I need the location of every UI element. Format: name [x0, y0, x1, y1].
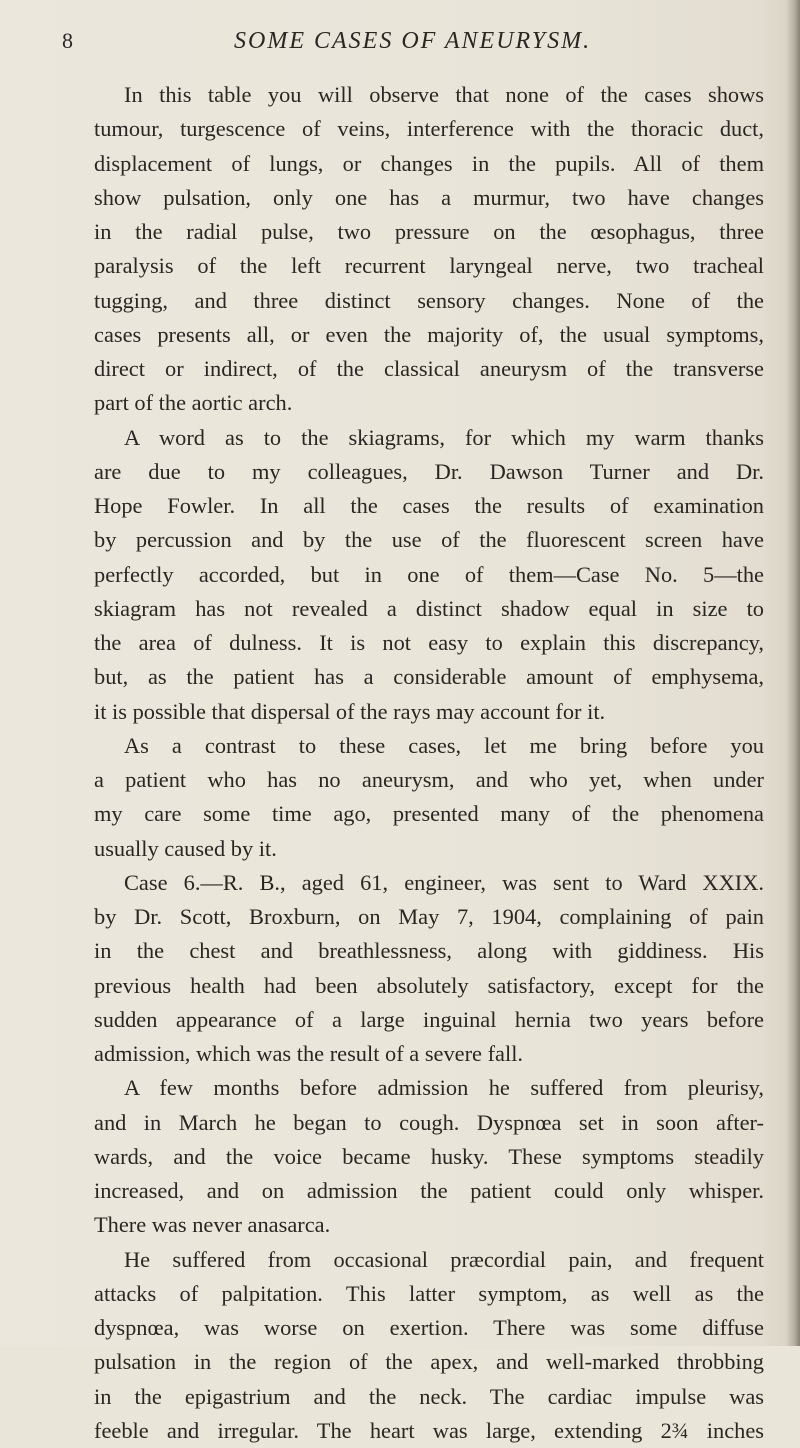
- text-line: As a contrast to these cases, let me bring before you: [124, 732, 764, 758]
- text-line: wards, and the voice became husky. These symptoms steadily: [94, 1143, 764, 1169]
- page-edge-shadow: [786, 0, 800, 1346]
- text-line: skiagram has not revealed a distinct shadow equal in size to: [94, 595, 764, 621]
- text-line: the area of dulness. It is not easy to explain this discrepancy,: [94, 630, 764, 655]
- text-line: attacks of palpitation. This latter symptom, as well as the: [94, 1280, 764, 1306]
- text-line: in the radial pulse, two pressure on the œsophagus, three: [94, 219, 764, 244]
- text-line: pulsation in the region of the apex, and well-marked throbbing: [94, 1349, 764, 1375]
- text-line: There was never anasarca.: [94, 1212, 331, 1238]
- body-text: [94, 78, 764, 1448]
- text-line: paralysis of the left recurrent laryngeal nerve, two tracheal: [94, 253, 764, 279]
- text-line: dyspnœa, was worse on exertion. There was some diffuse: [94, 1315, 764, 1340]
- text-line: cases presents all, or even the majority of, the usual symptoms,: [94, 321, 764, 347]
- running-head: [62, 28, 762, 62]
- text-line: my care some time ago, presented many of the phenomena: [94, 801, 764, 827]
- text-line: displacement of lungs, or changes in the pupils. All of them: [94, 150, 764, 176]
- text-line: tugging, and three distinct sensory changes. None of the: [94, 287, 764, 313]
- text-line: by percussion and by the use of the fluorescent screen have: [94, 527, 764, 553]
- text-line: feeble and irregular. The heart was large, extending 2¾ inches: [94, 1417, 764, 1443]
- text-line: In this table you will observe that none of the cases shows: [124, 82, 764, 107]
- text-line: but, as the patient has a considerable amount of emphysema,: [94, 664, 764, 690]
- text-line: show pulsation, only one has a murmur, two have changes: [94, 184, 764, 210]
- text-line: admission, which was the result of a severe fall.: [94, 1041, 524, 1066]
- running-title: SOME CASES OF ANEURYSM.: [234, 28, 592, 54]
- text-line: are due to my colleagues, Dr. Dawson Turner and Dr.: [94, 458, 764, 484]
- page-number: 8: [62, 28, 73, 53]
- text-line: tumour, turgescence of veins, interference with the thoracic duct,: [94, 116, 764, 142]
- text-line: in the epigastrium and the neck. The cardiac impulse was: [94, 1383, 764, 1409]
- text-line: direct or indirect, of the classical aneurysm of the transverse: [94, 356, 764, 381]
- text-line: in the chest and breathlessness, along with giddiness. His: [94, 938, 764, 964]
- text-line: He suffered from occasional præcordial pain, and frequent: [124, 1246, 764, 1272]
- text-line: A few months before admission he suffered from pleurisy,: [124, 1075, 764, 1101]
- text-line: a patient who has no aneurysm, and who yet, when under: [94, 767, 764, 792]
- text-line: perfectly accorded, but in one of them—Case No. 5—the: [94, 561, 764, 587]
- text-line: previous health had been absolutely satisfactory, except for the: [94, 972, 764, 998]
- text-line: by Dr. Scott, Broxburn, on May 7, 1904, complaining of pain: [94, 904, 764, 929]
- text-line: usually caused by it.: [94, 835, 277, 861]
- text-line: A word as to the skiagrams, for which my warm thanks: [124, 424, 764, 450]
- text-line: Case 6.—R. B., aged 61, engineer, was sent to Ward XXIX.: [124, 869, 764, 895]
- text-line: Hope Fowler. In all the cases the results of examination: [94, 493, 764, 518]
- text-line: sudden appearance of a large inguinal hernia two years before: [94, 1006, 764, 1032]
- text-line: part of the aortic arch.: [94, 390, 293, 416]
- text-line: and in March he began to cough. Dyspnœa set in soon after-: [94, 1109, 764, 1135]
- text-line: it is possible that dispersal of the rays may account for it.: [94, 698, 606, 724]
- text-line: increased, and on admission the patient could only whisper.: [94, 1178, 764, 1203]
